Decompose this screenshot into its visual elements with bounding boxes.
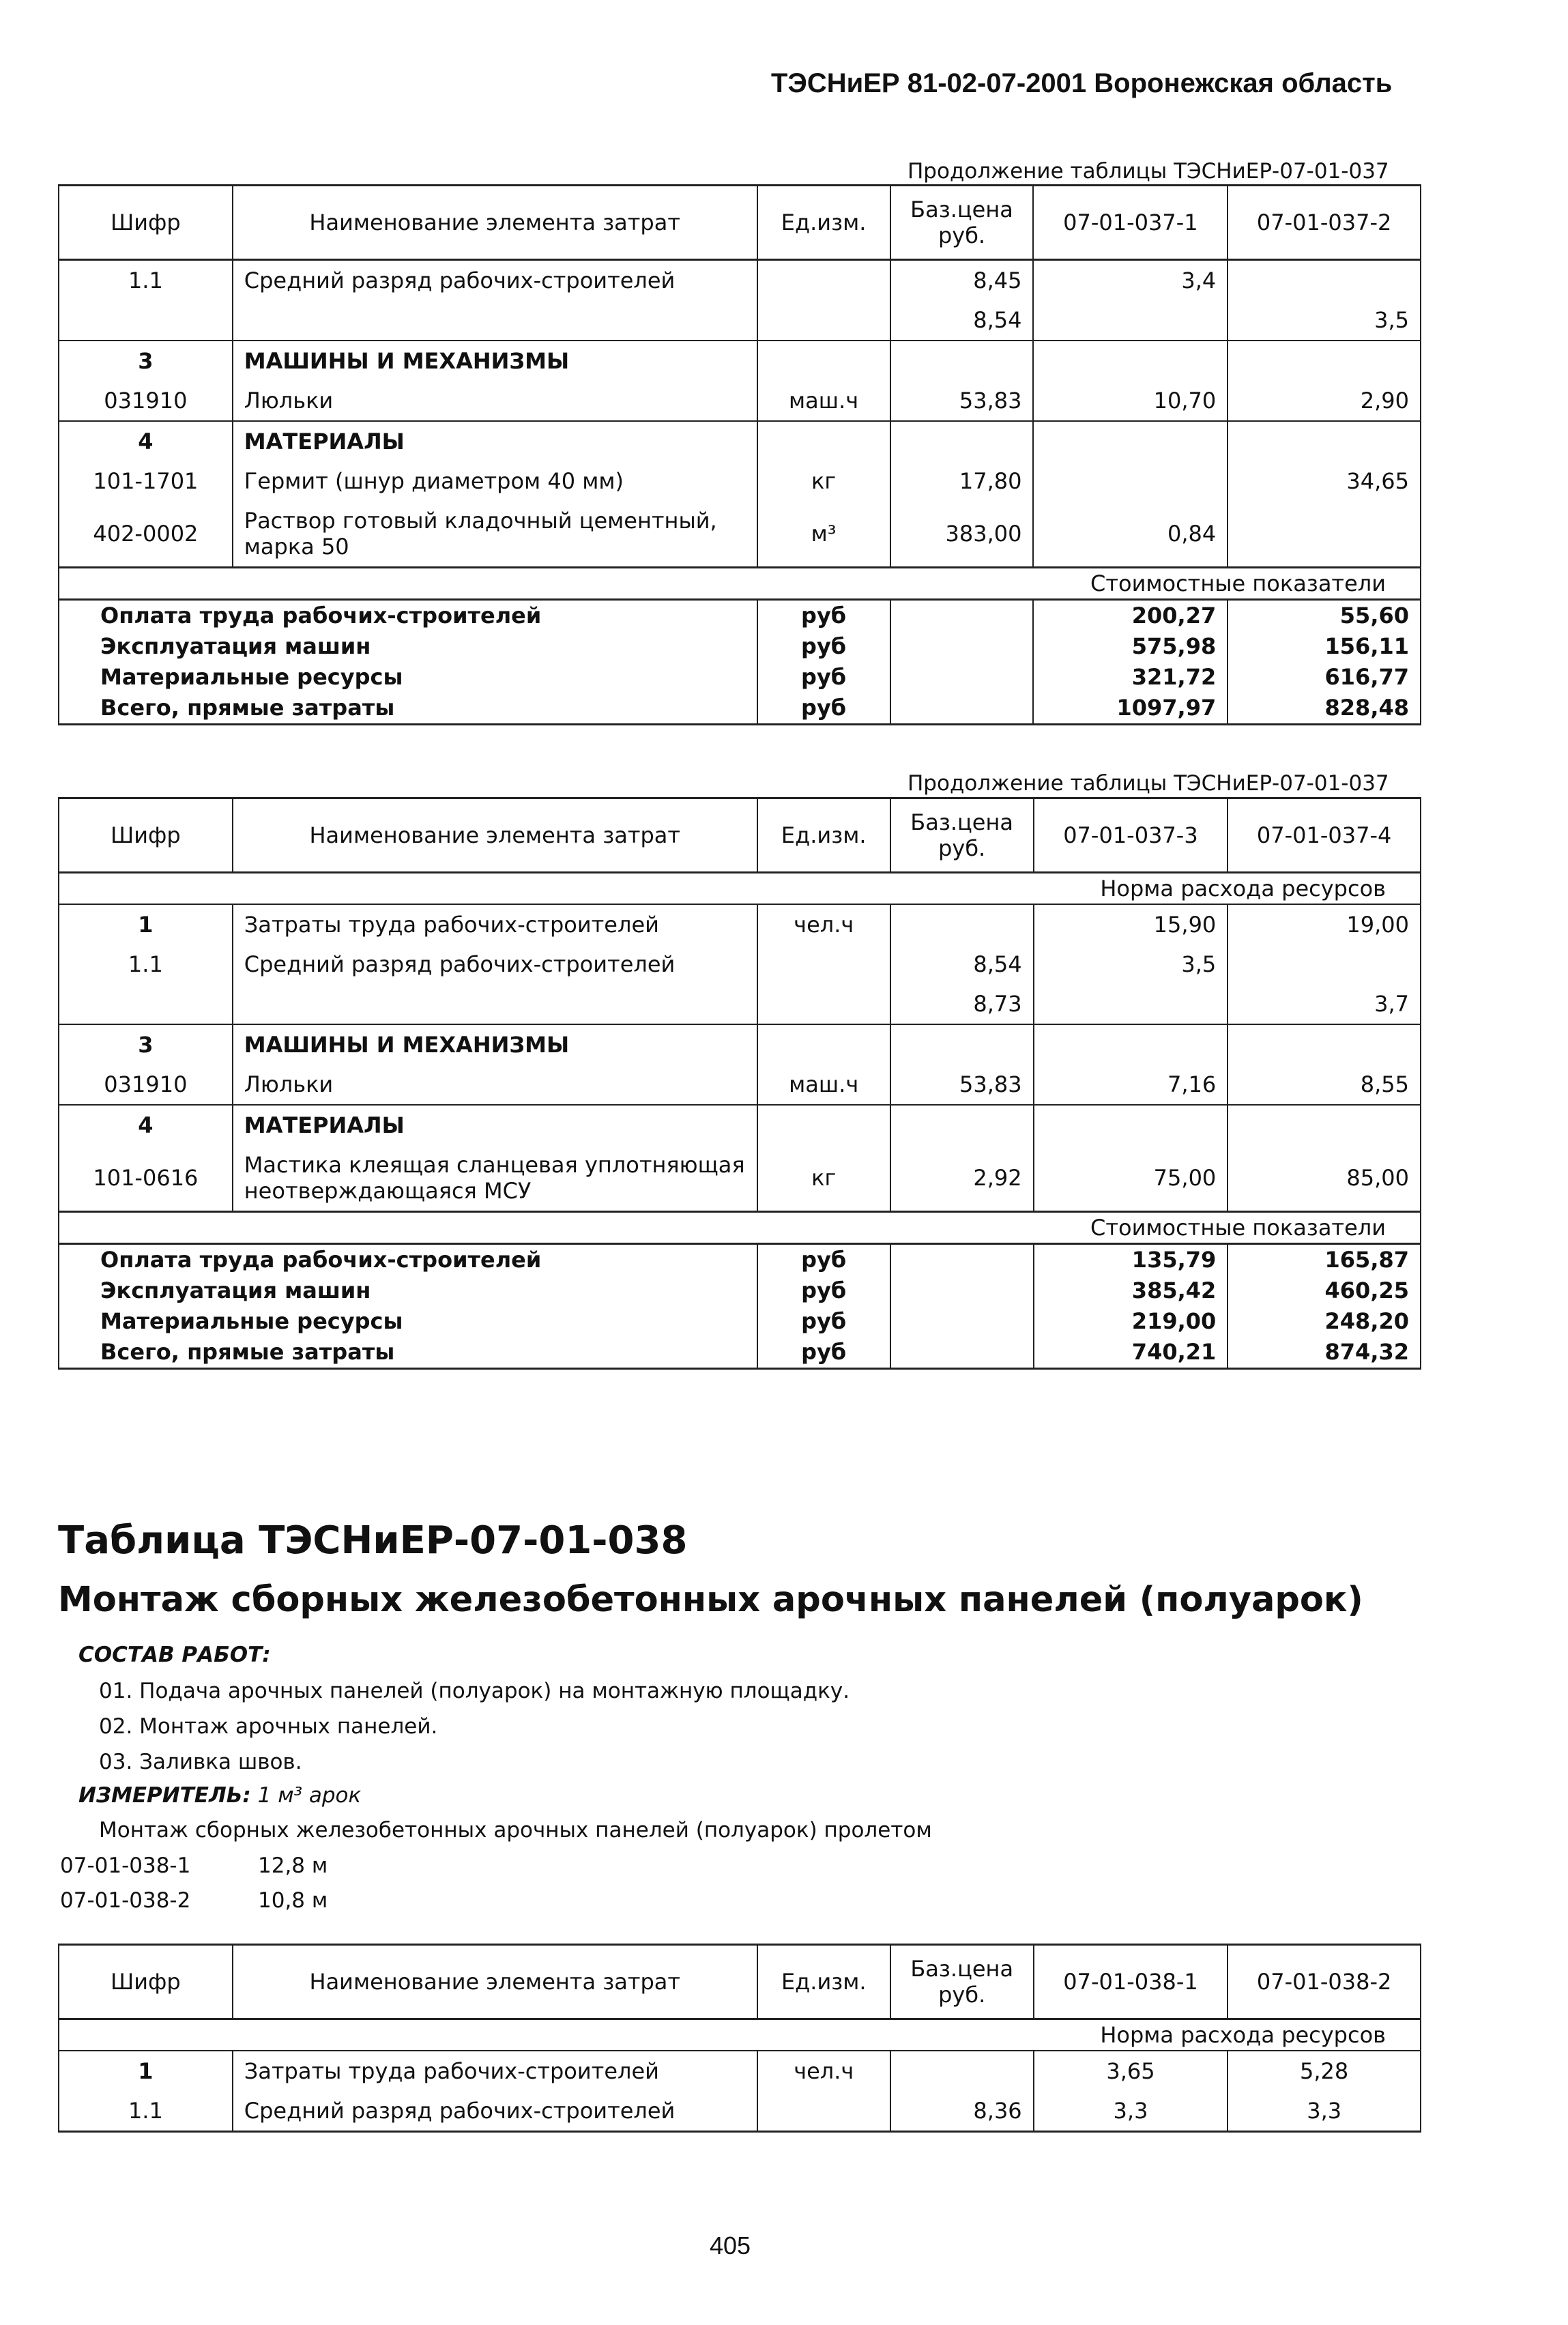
cell-code: 101-1701	[59, 461, 233, 501]
summary-label: Материальные ресурсы	[59, 662, 757, 693]
works-item: 02. Монтаж арочных панелей.	[99, 1714, 438, 1739]
cell-a: 3,65	[1034, 2051, 1228, 2091]
col-code-header: Шифр	[59, 186, 233, 260]
cell-name: Средний разряд рабочих-строителей	[233, 944, 757, 984]
summary-b: 616,77	[1228, 662, 1421, 693]
summary-b: 874,32	[1228, 1337, 1421, 1369]
col-name-header: Наименование элемента затрат	[233, 798, 757, 873]
meter-label: ИЗМЕРИТЕЛЬ:	[78, 1783, 251, 1808]
summary-row	[59, 600, 1421, 632]
cell-b	[1228, 1024, 1421, 1065]
works-label: СОСТАВ РАБОТ:	[78, 1643, 271, 1667]
cell-a	[1034, 1105, 1228, 1145]
table-row	[59, 2051, 1421, 2091]
summary-row	[59, 662, 1421, 693]
cell-price	[890, 904, 1034, 944]
col-name-header: Наименование элемента затрат	[233, 1945, 757, 2019]
cell-name: Гермит (шнур диаметром 40 мм)	[233, 461, 757, 501]
cell-unit	[757, 1024, 890, 1065]
cell-b: 3,5	[1228, 300, 1421, 341]
cell-unit	[757, 421, 890, 461]
summary-b: 248,20	[1228, 1306, 1421, 1337]
cell-a	[1034, 984, 1228, 1024]
cell-a: 0,84	[1033, 501, 1228, 568]
table-row	[59, 1065, 1421, 1105]
summary-b: 828,48	[1228, 693, 1421, 725]
col-code-header: Шифр	[59, 798, 233, 873]
norm-label-row	[59, 873, 1421, 905]
col-a-header: 07-01-037-3	[1034, 798, 1228, 873]
cell-a: 3,3	[1034, 2091, 1228, 2132]
cell-price: 8,45	[890, 260, 1034, 301]
cell-price: 53,83	[890, 381, 1034, 421]
cell-price: 17,80	[890, 461, 1034, 501]
cell-b: 19,00	[1228, 904, 1421, 944]
cell-name: Средний разряд рабочих-строителей	[233, 2091, 757, 2132]
summary-a: 740,21	[1034, 1337, 1228, 1369]
cell-a: 3,5	[1034, 944, 1228, 984]
col-price-header: Баз.цена руб.	[890, 186, 1034, 260]
summary-empty	[890, 1337, 1034, 1369]
summary-row	[59, 1244, 1421, 1276]
cell-a: 3,4	[1033, 260, 1228, 301]
cell-name: МАТЕРИАЛЫ	[233, 1105, 757, 1145]
cell-b	[1228, 501, 1421, 568]
cell-unit: м³	[757, 501, 890, 568]
summary-label: Материальные ресурсы	[59, 1306, 757, 1337]
table-header-row	[59, 1945, 1421, 2019]
cell-unit	[757, 2091, 890, 2132]
cell-code: 1	[59, 904, 233, 944]
col-unit-header: Ед.изм.	[757, 1945, 890, 2019]
cell-a: 75,00	[1034, 1145, 1228, 1212]
cell-code: 4	[59, 421, 233, 461]
summary-label: Оплата труда рабочих-строителей	[59, 600, 757, 632]
col-b-header: 07-01-037-2	[1228, 186, 1421, 260]
cell-unit: маш.ч	[757, 1065, 890, 1105]
summary-empty	[890, 1244, 1034, 1276]
variant-code: 07-01-038-1	[60, 1853, 191, 1878]
cost-label-row	[59, 1212, 1421, 1244]
summary-row	[59, 1275, 1421, 1306]
cell-price: 53,83	[890, 1065, 1034, 1105]
cell-name: Люльки	[233, 1065, 757, 1105]
table3	[58, 1944, 1421, 2133]
table-row	[59, 501, 1421, 568]
summary-b: 156,11	[1228, 631, 1421, 662]
cell-b	[1228, 944, 1421, 984]
summary-a: 575,98	[1033, 631, 1228, 662]
cell-name: МАШИНЫ И МЕХАНИЗМЫ	[233, 1024, 757, 1065]
cell-b: 3,3	[1228, 2091, 1421, 2132]
cell-a	[1033, 341, 1228, 381]
cell-unit	[757, 260, 890, 301]
cell-name: Затраты труда рабочих-строителей	[233, 904, 757, 944]
table-row	[59, 421, 1421, 461]
cell-code: 4	[59, 1105, 233, 1145]
norm-label-row	[59, 2019, 1421, 2051]
col-b-header: 07-01-038-2	[1228, 1945, 1421, 2019]
cell-code	[59, 984, 233, 1024]
cell-name: Раствор готовый кладочный цементный, марка 50	[233, 501, 757, 568]
cell-price	[890, 421, 1034, 461]
cost-label: Стоимостные показатели	[59, 1212, 1421, 1244]
cell-name: МАШИНЫ И МЕХАНИЗМЫ	[233, 341, 757, 381]
summary-b: 460,25	[1228, 1275, 1421, 1306]
col-price-header: Баз.цена руб.	[890, 798, 1034, 873]
table2-caption: Продолжение таблицы ТЭСНиЕР-07-01-037	[908, 771, 1389, 796]
col-a-header: 07-01-037-1	[1033, 186, 1228, 260]
summary-unit: руб	[757, 1275, 890, 1306]
cell-code: 031910	[59, 381, 233, 421]
cell-price	[890, 1105, 1034, 1145]
cell-unit	[757, 341, 890, 381]
cell-name	[233, 300, 757, 341]
col-unit-header: Ед.изм.	[757, 186, 890, 260]
summary-label: Эксплуатация машин	[59, 1275, 757, 1306]
page-number: 405	[710, 2232, 751, 2259]
summary-empty	[890, 600, 1034, 632]
norm-label: Норма расхода ресурсов	[59, 873, 1421, 905]
summary-a: 135,79	[1034, 1244, 1228, 1276]
summary-unit: руб	[757, 1244, 890, 1276]
cell-unit: кг	[757, 1145, 890, 1212]
cost-label: Стоимостные показатели	[59, 568, 1421, 600]
cell-b	[1228, 260, 1421, 301]
cell-code: 1.1	[59, 944, 233, 984]
table-header-row	[59, 798, 1421, 873]
cell-b: 2,90	[1228, 381, 1421, 421]
cell-name: Затраты труда рабочих-строителей	[233, 2051, 757, 2091]
col-name-header: Наименование элемента затрат	[233, 186, 757, 260]
cell-code: 1.1	[59, 260, 233, 301]
cell-a	[1033, 461, 1228, 501]
cost-label-row	[59, 568, 1421, 600]
cell-price: 2,92	[890, 1145, 1034, 1212]
col-unit-header: Ед.изм.	[757, 798, 890, 873]
table-row	[59, 944, 1421, 984]
cell-name: Люльки	[233, 381, 757, 421]
cell-unit	[757, 984, 890, 1024]
summary-empty	[890, 662, 1034, 693]
cell-b: 3,7	[1228, 984, 1421, 1024]
summary-row	[59, 1306, 1421, 1337]
summary-label: Эксплуатация машин	[59, 631, 757, 662]
table-row	[59, 300, 1421, 341]
summary-unit: руб	[757, 1337, 890, 1369]
section-title: Таблица ТЭСНиЕР-07-01-038	[58, 1518, 688, 1563]
summary-unit: руб	[757, 600, 890, 632]
summary-unit: руб	[757, 693, 890, 725]
cell-unit: чел.ч	[757, 904, 890, 944]
cell-b	[1228, 421, 1421, 461]
page-header: ТЭСНиЕР 81-02-07-2001 Воронежская область	[771, 68, 1393, 98]
variant-code: 07-01-038-2	[60, 1888, 191, 1913]
table2	[58, 797, 1421, 1370]
cell-a	[1034, 1024, 1228, 1065]
summary-empty	[890, 631, 1034, 662]
table-row	[59, 1024, 1421, 1065]
col-b-header: 07-01-037-4	[1228, 798, 1421, 873]
table1-caption: Продолжение таблицы ТЭСНиЕР-07-01-037	[908, 159, 1389, 184]
summary-label: Всего, прямые затраты	[59, 693, 757, 725]
col-a-header: 07-01-038-1	[1034, 1945, 1228, 2019]
summary-b: 165,87	[1228, 1244, 1421, 1276]
cell-price	[890, 2051, 1034, 2091]
summary-label: Всего, прямые затраты	[59, 1337, 757, 1369]
cell-a: 10,70	[1033, 381, 1228, 421]
summary-row	[59, 693, 1421, 725]
cell-unit	[757, 1105, 890, 1145]
cell-unit: чел.ч	[757, 2051, 890, 2091]
table-row	[59, 461, 1421, 501]
cell-price: 8,36	[890, 2091, 1034, 2132]
col-code-header: Шифр	[59, 1945, 233, 2019]
cell-unit	[757, 944, 890, 984]
summary-a: 321,72	[1033, 662, 1228, 693]
cell-price: 383,00	[890, 501, 1034, 568]
cell-name: Средний разряд рабочих-строителей	[233, 260, 757, 301]
table-row	[59, 381, 1421, 421]
cell-b: 85,00	[1228, 1145, 1421, 1212]
table-row	[59, 260, 1421, 301]
cell-code: 1.1	[59, 2091, 233, 2132]
col-price-header: Баз.цена руб.	[890, 1945, 1034, 2019]
table1	[58, 184, 1421, 725]
cell-name	[233, 984, 757, 1024]
cell-price	[890, 341, 1034, 381]
cell-b: 34,65	[1228, 461, 1421, 501]
works-item: 03. Заливка швов.	[99, 1750, 302, 1774]
table-row	[59, 984, 1421, 1024]
table-row	[59, 1105, 1421, 1145]
summary-a: 385,42	[1034, 1275, 1228, 1306]
summary-unit: руб	[757, 662, 890, 693]
summary-unit: руб	[757, 631, 890, 662]
cell-price: 8,54	[890, 300, 1034, 341]
cell-a	[1033, 421, 1228, 461]
cell-b	[1228, 341, 1421, 381]
section-subtitle: Монтаж сборных железобетонных арочных панелей (полуарок)	[58, 1580, 1363, 1620]
cell-code: 3	[59, 341, 233, 381]
table-header-row	[59, 186, 1421, 260]
cell-code	[59, 300, 233, 341]
summary-empty	[890, 1306, 1034, 1337]
cell-b: 5,28	[1228, 2051, 1421, 2091]
summary-b: 55,60	[1228, 600, 1421, 632]
summary-a: 219,00	[1034, 1306, 1228, 1337]
summary-unit: руб	[757, 1306, 890, 1337]
table-row	[59, 904, 1421, 944]
section-description: Монтаж сборных железобетонных арочных панелей (полуарок) пролетом	[99, 1818, 932, 1843]
cell-unit	[757, 300, 890, 341]
cell-price	[890, 1024, 1034, 1065]
table-row	[59, 1145, 1421, 1212]
summary-a: 200,27	[1033, 600, 1228, 632]
cell-price: 8,73	[890, 984, 1034, 1024]
cell-b	[1228, 1105, 1421, 1145]
cell-code: 031910	[59, 1065, 233, 1105]
cell-name: МАТЕРИАЛЫ	[233, 421, 757, 461]
cell-unit: кг	[757, 461, 890, 501]
summary-a: 1097,97	[1033, 693, 1228, 725]
summary-empty	[890, 693, 1034, 725]
meter-value: 1 м³ арок	[257, 1783, 362, 1808]
cell-code: 101-0616	[59, 1145, 233, 1212]
cell-a	[1033, 300, 1228, 341]
cell-a: 15,90	[1034, 904, 1228, 944]
summary-row	[59, 1337, 1421, 1369]
cell-name: Мастика клеящая сланцевая уплотняющая неотверждающаяся МСУ	[233, 1145, 757, 1212]
table-row	[59, 2091, 1421, 2132]
cell-a: 7,16	[1034, 1065, 1228, 1105]
summary-empty	[890, 1275, 1034, 1306]
cell-price: 8,54	[890, 944, 1034, 984]
works-item: 01. Подача арочных панелей (полуарок) на монтажную площадку.	[99, 1679, 850, 1703]
variant-value: 12,8 м	[258, 1853, 328, 1878]
norm-label: Норма расхода ресурсов	[59, 2019, 1421, 2051]
cell-b: 8,55	[1228, 1065, 1421, 1105]
cell-unit: маш.ч	[757, 381, 890, 421]
summary-label: Оплата труда рабочих-строителей	[59, 1244, 757, 1276]
cell-code: 1	[59, 2051, 233, 2091]
variant-value: 10,8 м	[258, 1888, 328, 1913]
cell-code: 3	[59, 1024, 233, 1065]
cell-code: 402-0002	[59, 501, 233, 568]
table-row	[59, 341, 1421, 381]
summary-row	[59, 631, 1421, 662]
